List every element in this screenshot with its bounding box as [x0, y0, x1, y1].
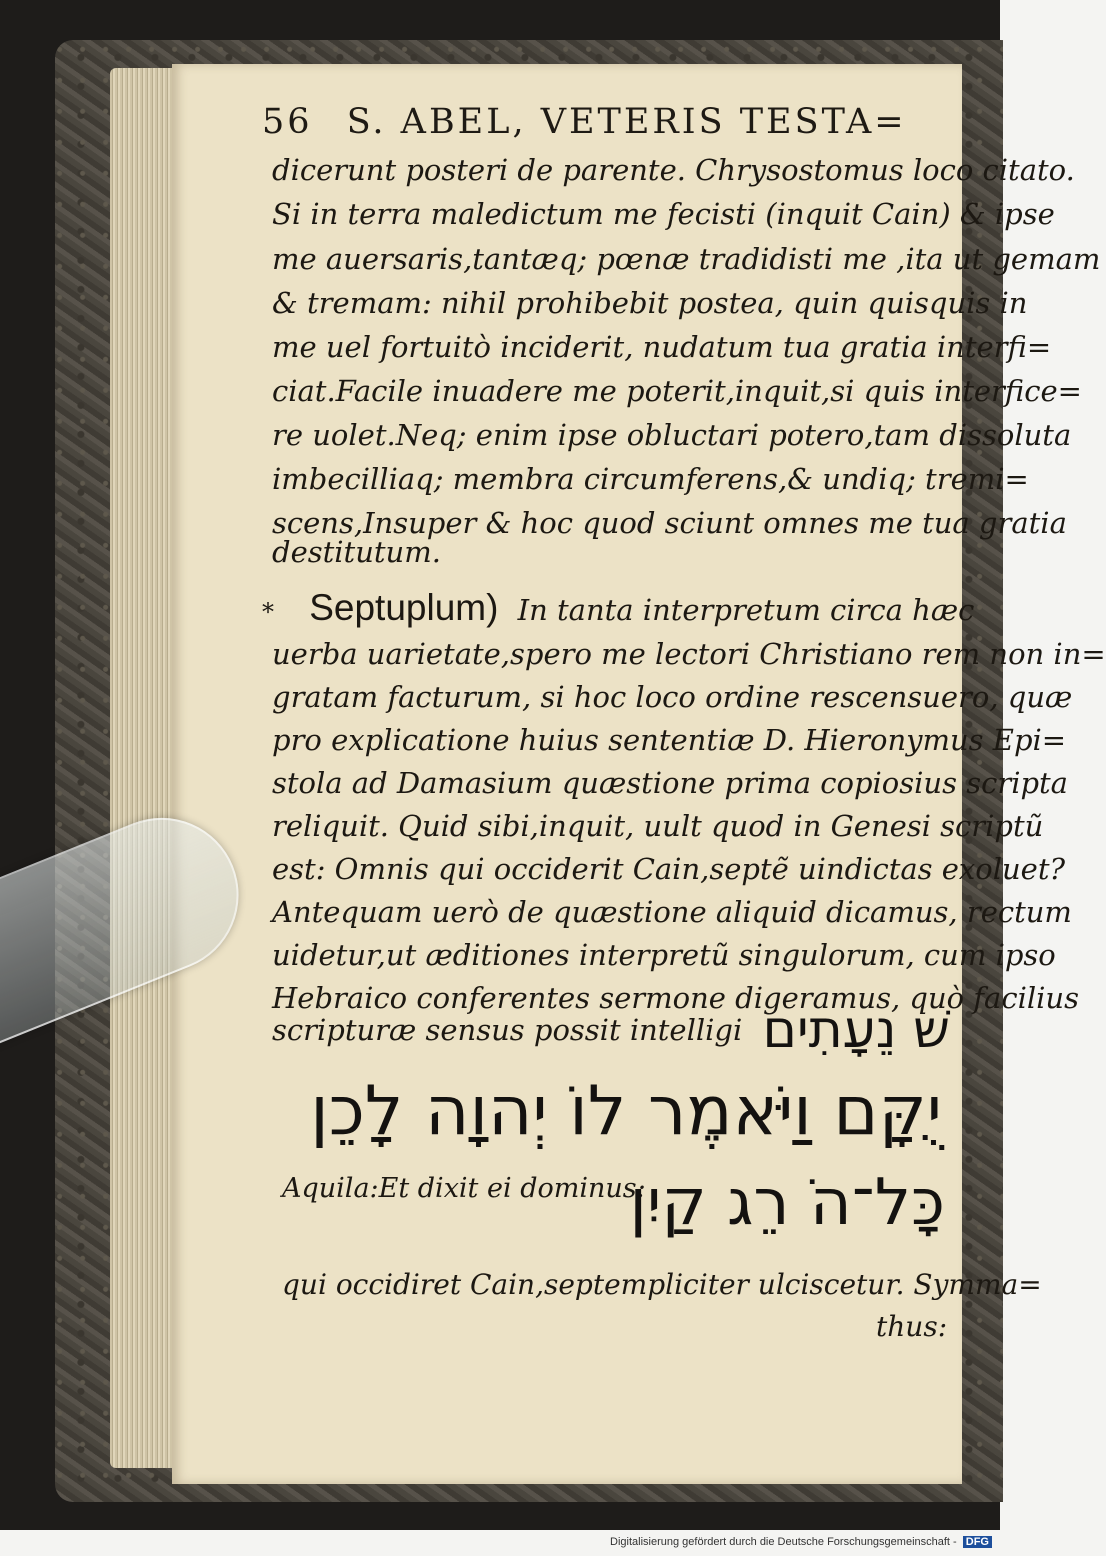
- text-line: re uolet.Neq; enim ipse obluctari potero,tam dissoluta: [272, 418, 1072, 452]
- aquila-continuation: qui occidiret Cain,septempliciter ulciscetur. Symma=: [282, 1268, 1042, 1301]
- text-line: ciat.Facile inuadere me poterit,inquit,si quis interfice=: [272, 374, 1082, 408]
- text-line: Hebraico conferentes sermone digeramus, quò facilius: [272, 981, 1079, 1015]
- text-line: Si in terra maledictum me fecisti (inquit Cain) & ipse: [272, 197, 1055, 231]
- page-edges: [110, 68, 180, 1468]
- text-line: dicerunt posteri de parente. Chrysostomus loco citato.: [272, 153, 1075, 187]
- text-line: gratam facturum, si hoc loco ordine rescensuero, quæ: [272, 680, 1073, 714]
- running-title: S. ABEL, VETERIS TESTA=: [346, 102, 907, 142]
- lemma-text: In tanta interpretum circa hæc: [517, 593, 975, 627]
- text-line: imbecilliaq; membra circumferens,& undiq; tremi=: [272, 462, 1029, 496]
- text-line: destitutum.: [272, 535, 441, 569]
- aquila-label: Aquila:Et dixit ei dominus:: [282, 1173, 646, 1204]
- note-mark: *: [262, 598, 274, 626]
- text-line: Antequam uerò de quæstione aliquid dicamus, rectum: [272, 895, 1072, 929]
- page-header: [262, 102, 962, 146]
- text-line: me auersaris,tantæq; pœnæ tradidisti me ,ita ut gemam: [272, 242, 1101, 276]
- text-line: est: Omnis qui occiderit Cain,septẽ uindictas exoluet?: [272, 852, 1066, 886]
- text-line: uerba uarietate,spero me lectori Christiano rem non in=: [272, 637, 1106, 671]
- credit-text: Digitalisierung gefördert durch die Deutsche Forschungsgemeinschaft -: [610, 1536, 957, 1548]
- text-line: uidetur,ut æditiones interpretũ singulorum, cum ipso: [272, 938, 1056, 972]
- text-line: me uel fortuitò inciderit, nudatum tua gratia interfi=: [272, 330, 1052, 364]
- text-line: scens,Insuper & hoc quod sciunt omnes me tua gratia: [272, 506, 1067, 540]
- text-line: scripturæ sensus possit intelligi: [272, 1013, 743, 1047]
- lemma-keyword: Septuplum): [309, 587, 499, 628]
- septuplum-heading-line: [262, 582, 975, 634]
- text-line: pro explicatione huius sententiæ D. Hieronymus Epi=: [272, 723, 1067, 757]
- catchword: thus:: [876, 1310, 948, 1343]
- text-line: stola ad Damasium quæstione prima copiosius scripta: [272, 766, 1068, 800]
- hebrew-line-2: יֻקָּם וַיֹּאמֶר לוֹ יְהוָה לָכֵן: [310, 1072, 942, 1151]
- text-line: & tremam: nihil prohibebit postea, quin quisquis in: [272, 286, 1028, 320]
- hebrew-line-1: שׁ נֵעָתִים: [762, 1000, 950, 1060]
- page-number: 56: [262, 102, 313, 142]
- text-line: reliquit. Quid sibi,inquit, uult quod in Genesi scriptũ: [272, 809, 1044, 843]
- hebrew-line-3: כָּל־הֹ רֵג קַיִן: [629, 1166, 945, 1240]
- digitization-credit: [610, 1536, 992, 1548]
- dfg-logo: DFG: [963, 1536, 992, 1548]
